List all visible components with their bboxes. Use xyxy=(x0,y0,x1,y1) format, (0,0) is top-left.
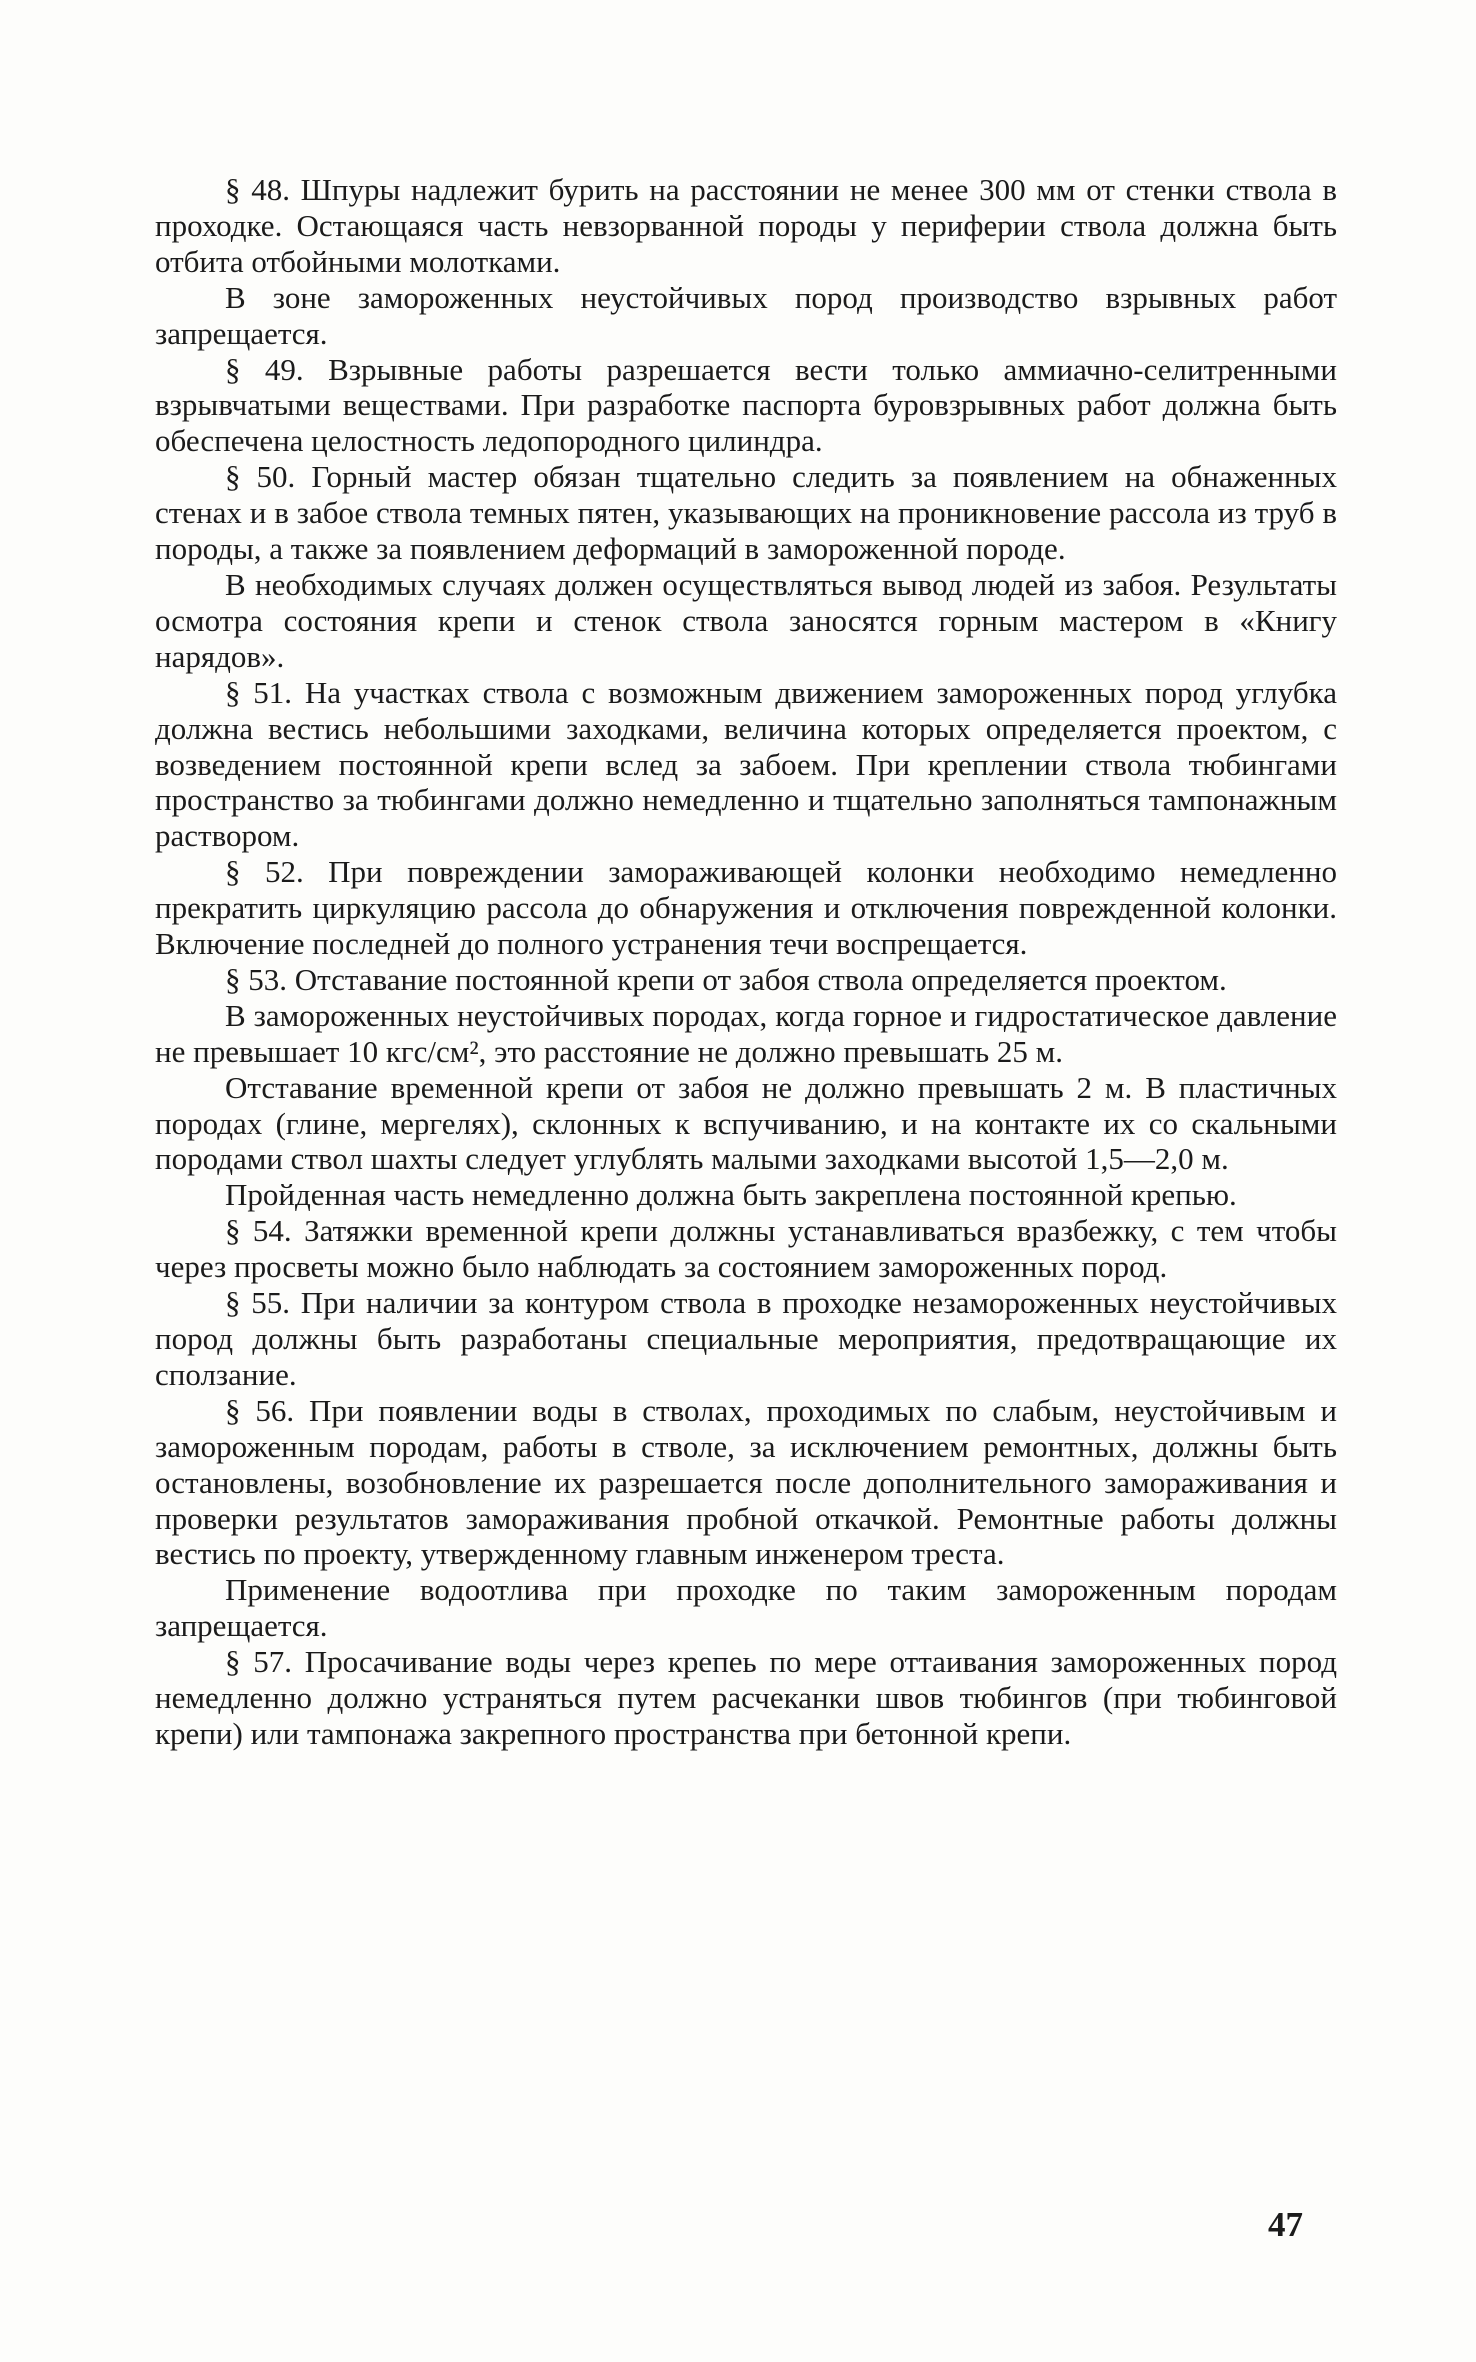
paragraph-53-temporary-support: Отставание временной крепи от забоя не должно превышать 2 м. В пластичных породах (глине, мергелях), склонных к вспучиванию, и на контакте их со скальными породами ствол шахты следует углублять малыми заходками высотой 1,5—2,0 м. xyxy=(155,1069,1337,1177)
paragraph-54: § 54. Затяжки временной крепи должны устанавливаться вразбежку, с тем чтобы через просветы можно было наблюдать за состоянием замороженных пород. xyxy=(155,1213,1337,1285)
paragraph-50: § 50. Горный мастер обязан тщательно следить за появлением на обнаженных стенах и в забое ствола темных пятен, указывающих на проникновение рассола из труб в породы, а также за появлением деформаций в замороженной породе. xyxy=(155,459,1337,567)
body-text xyxy=(155,172,1337,1752)
paragraph-57: § 57. Просачивание воды через крепеь по мере оттаивания замороженных пород немедленно должно устраняться путем расчеканки швов тюбингов (при тюбинговой крепи) или тампонажа закрепного пространства при бетонной крепи. xyxy=(155,1644,1337,1751)
paragraph-50-evacuation: В необходимых случаях должен осуществляться вывод людей из забоя. Результаты осмотра состояния крепи и стенок ствола заносятся горным мастером в «Книгу нарядов». xyxy=(155,566,1337,674)
paragraph-48: § 48. Шпуры надлежит бурить на расстоянии не менее 300 мм от стенки ствола в проходке. Остающаяся часть невзорванной породы у периферии ствола должна быть отбита отбойными молотками. xyxy=(155,172,1337,279)
paragraph-53-permanent-support: Пройденная часть немедленно должна быть закреплена постоянной крепью. xyxy=(225,1177,1237,1213)
paragraph-53: § 53. Отставание постоянной крепи от забоя ствола определяется проектом. xyxy=(225,961,1227,997)
page-number: 47 xyxy=(1268,2205,1303,2244)
paragraph-48-blasting-ban: В зоне замороженных неустойчивых пород производство взрывных работ запрещается. xyxy=(155,279,1337,351)
paragraph-56: § 56. При появлении воды в стволах, проходимых по слабым, неустойчивым и замороженным породам, работы в стволе, за исключением ремонтных, должны быть остановлены, возобновление их разрешается после дополнительного замораживания и проверки результатов замораживания пробной откачкой. Ремонтные работы должны вестись по проекту, утвержденному главным инженером треста. xyxy=(155,1392,1337,1572)
paragraph-55: § 55. При наличии за контуром ствола в проходке незамороженных неустойчивых пород должны быть разработаны специальные мероприятия, предотвращающие их сползание. xyxy=(155,1285,1337,1392)
paragraph-49: § 49. Взрывные работы разрешается вести только аммиачно-селитренными взрывчатыми веществами. При разработке паспорта буровзрывных работ должна быть обеспечена целостность ледопородного цилиндра. xyxy=(155,351,1337,459)
paragraph-51: § 51. На участках ствола с возможным движением замороженных пород углубка должна вестись небольшими заходками, величина которых определяется проектом, с возведением постоянной крепи вслед за забоем. При креплении ствола тюбингами пространство за тюбингами должно немедленно и тщательно заполняться тампонажным раствором. xyxy=(155,674,1337,854)
paragraph-56-drainage-ban: Применение водоотлива при проходке по таким замороженным породам запрещается. xyxy=(155,1572,1337,1644)
paragraph-52: § 52. При повреждении замораживающей колонки необходимо немедленно прекратить циркуляцию рассола до обнаружения и отключения поврежденной колонки. Включение последней до полного устранения течи воспрещается. xyxy=(155,854,1337,962)
paragraph-53-frozen-rocks: В замороженных неустойчивых породах, когда горное и гидростатическое давление не превышает 10 кгс/см², это расстояние не должно превышать 25 м. xyxy=(155,997,1337,1069)
